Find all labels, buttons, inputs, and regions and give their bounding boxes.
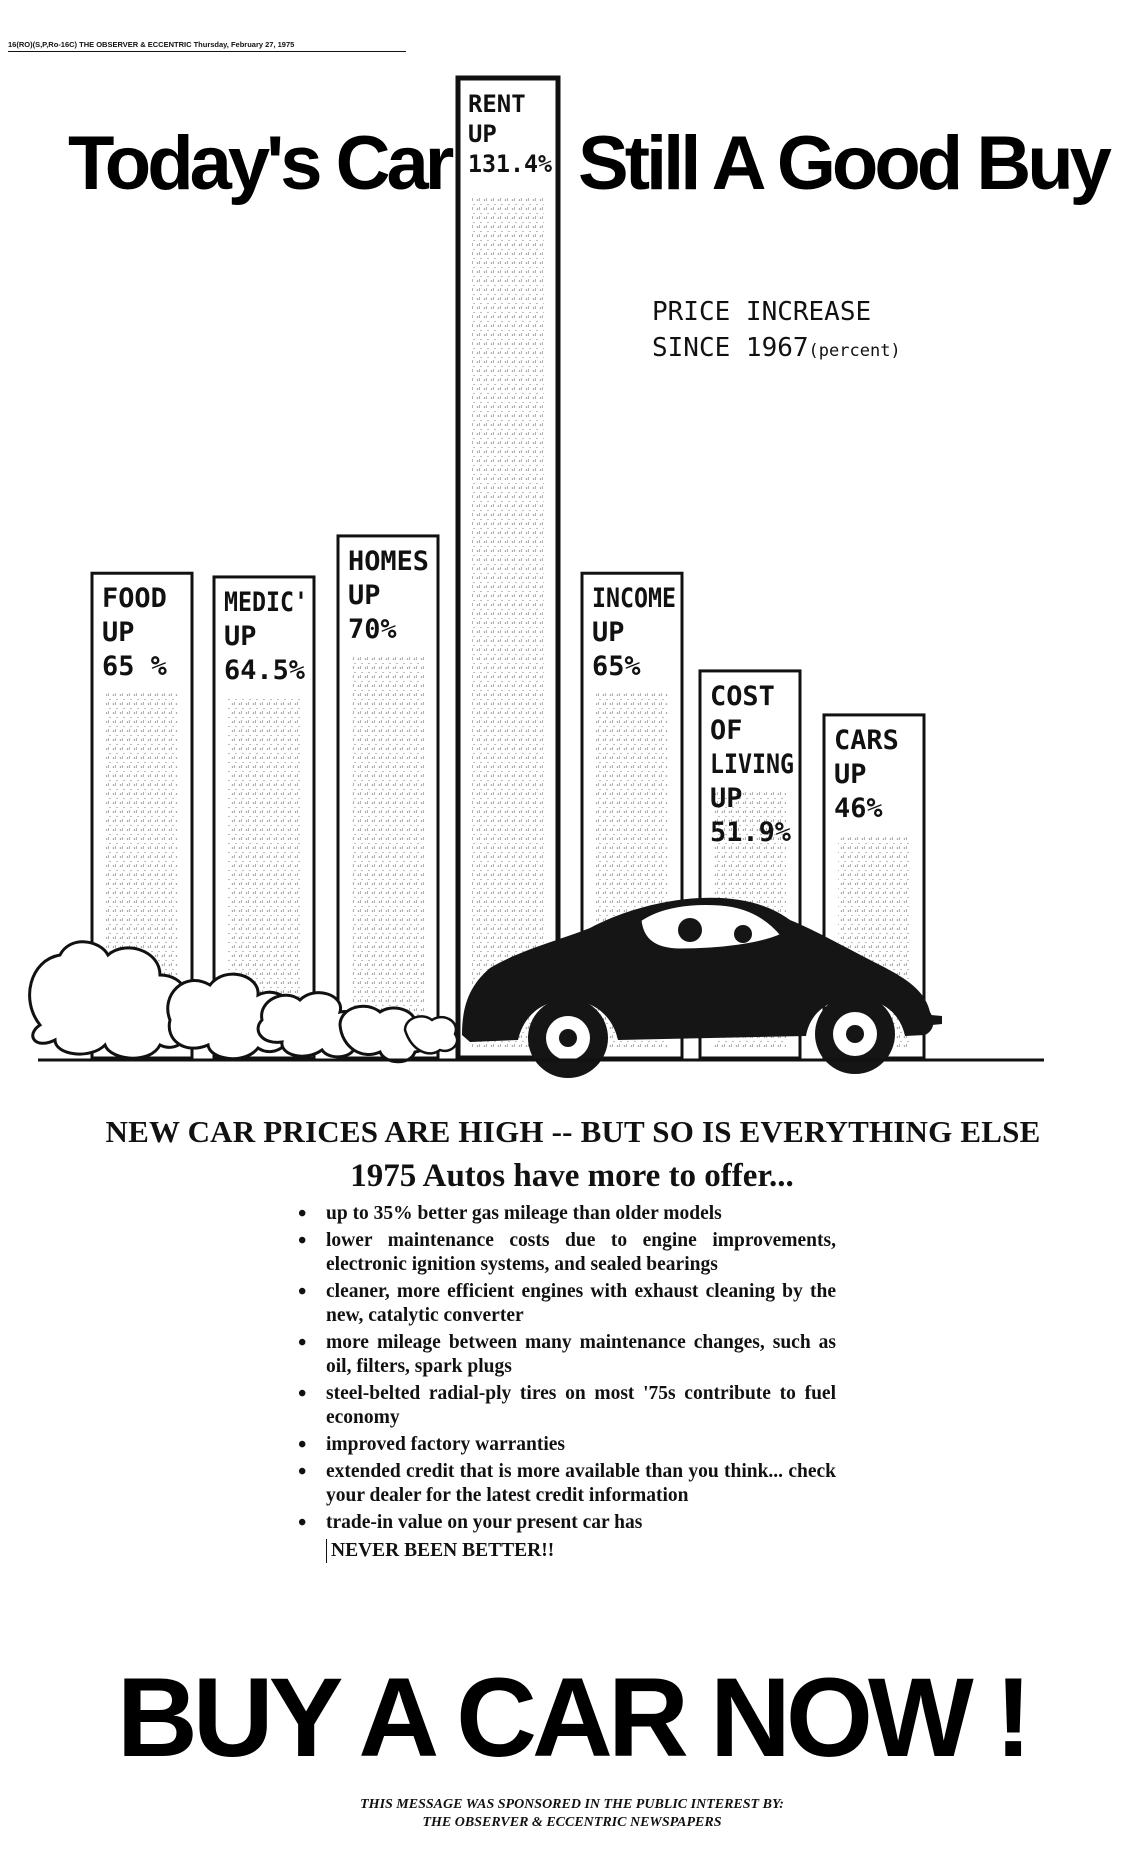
- bar-label-homes: UP: [348, 579, 381, 611]
- dateline: 16(RO)(S,P,Ro-16C) THE OBSERVER & ECCENTRIC Thursday, February 27, 1975: [8, 40, 406, 52]
- bar-label-rent: UP: [468, 120, 497, 148]
- bar-label-food: FOOD: [102, 583, 167, 615]
- legend-line-2: SINCE 1967: [652, 333, 809, 363]
- bar-label-homes: 70%: [348, 613, 398, 645]
- bar-label-medic: UP: [224, 620, 257, 652]
- list-item-trade-in: [296, 1511, 836, 1563]
- bar-label-food: 65 %: [102, 651, 168, 683]
- bar-label-cost-of-living: COST: [710, 680, 775, 712]
- bar-texture-homes: [352, 656, 424, 1048]
- legend-line-1: PRICE INCREASE: [652, 297, 872, 327]
- bar-label-medic: 64.5%: [224, 654, 306, 686]
- bar-label-cost-of-living: OF: [710, 714, 743, 746]
- bar-label-cars: CARS: [834, 724, 899, 756]
- sponsor-line-1: THIS MESSAGE WAS SPONSORED IN THE PUBLIC INTEREST BY:: [360, 1797, 784, 1812]
- bar-texture-rent: [472, 198, 544, 1048]
- list-item: • lower maintenance costs due to engine improvements, electronic ignition systems, and sealed bearings: [296, 1229, 836, 1277]
- bar-label-homes: HOMES: [348, 545, 429, 577]
- benefits-list: [296, 1202, 836, 1566]
- bar-label-rent: 131.4%: [468, 150, 553, 178]
- bar-label-income: UP: [592, 617, 625, 649]
- bar-label-cars: 46%: [834, 792, 884, 824]
- bar-label-cars: UP: [834, 758, 867, 790]
- list-item: • cleaner, more efficient engines with exhaust cleaning by the new, catalytic converter: [296, 1280, 836, 1328]
- headline-left: Today's Car: [68, 121, 451, 206]
- trade-in-emphasis: NEVER BEEN BETTER!!: [326, 1539, 836, 1563]
- bar-label-cost-of-living: LIVING: [710, 748, 794, 780]
- sponsor-line-2: THE OBSERVER & ECCENTRIC NEWSPAPERS: [422, 1815, 722, 1830]
- bar-label-cost-of-living: 51.9%: [710, 816, 792, 848]
- list-item: • extended credit that is more available than you think... check your dealer for the latest credit information: [296, 1460, 836, 1508]
- list-item: • up to 35% better gas mileage than older models: [296, 1202, 836, 1226]
- headline-right: Still A Good Buy: [578, 121, 1108, 206]
- sponsor-notice: [0, 1796, 1144, 1832]
- subhead-offer: 1975 Autos have more to offer...: [350, 1158, 794, 1194]
- bar-label-medic: MEDIC': [224, 586, 308, 618]
- call-to-action: BUY A CAR NOW !: [116, 1655, 1028, 1780]
- bar-label-rent: RENT: [468, 90, 526, 118]
- bar-label-income: INCOME: [592, 583, 676, 615]
- list-item: • steel-belted radial-ply tires on most '75s contribute to fuel economy: [296, 1382, 836, 1430]
- subhead-prices: NEW CAR PRICES ARE HIGH -- BUT SO IS EVERYTHING ELSE: [105, 1114, 1041, 1149]
- list-item: • improved factory warranties: [296, 1433, 836, 1457]
- bar-label-cost-of-living: UP: [710, 782, 743, 814]
- list-item: • more mileage between many maintenance changes, such as oil, filters, spark plugs: [296, 1331, 836, 1379]
- bar-label-income: 65%: [592, 651, 642, 683]
- bar-label-food: UP: [102, 617, 135, 649]
- trade-in-text: trade-in value on your present car has: [326, 1512, 643, 1533]
- legend-unit: (percent): [808, 341, 901, 361]
